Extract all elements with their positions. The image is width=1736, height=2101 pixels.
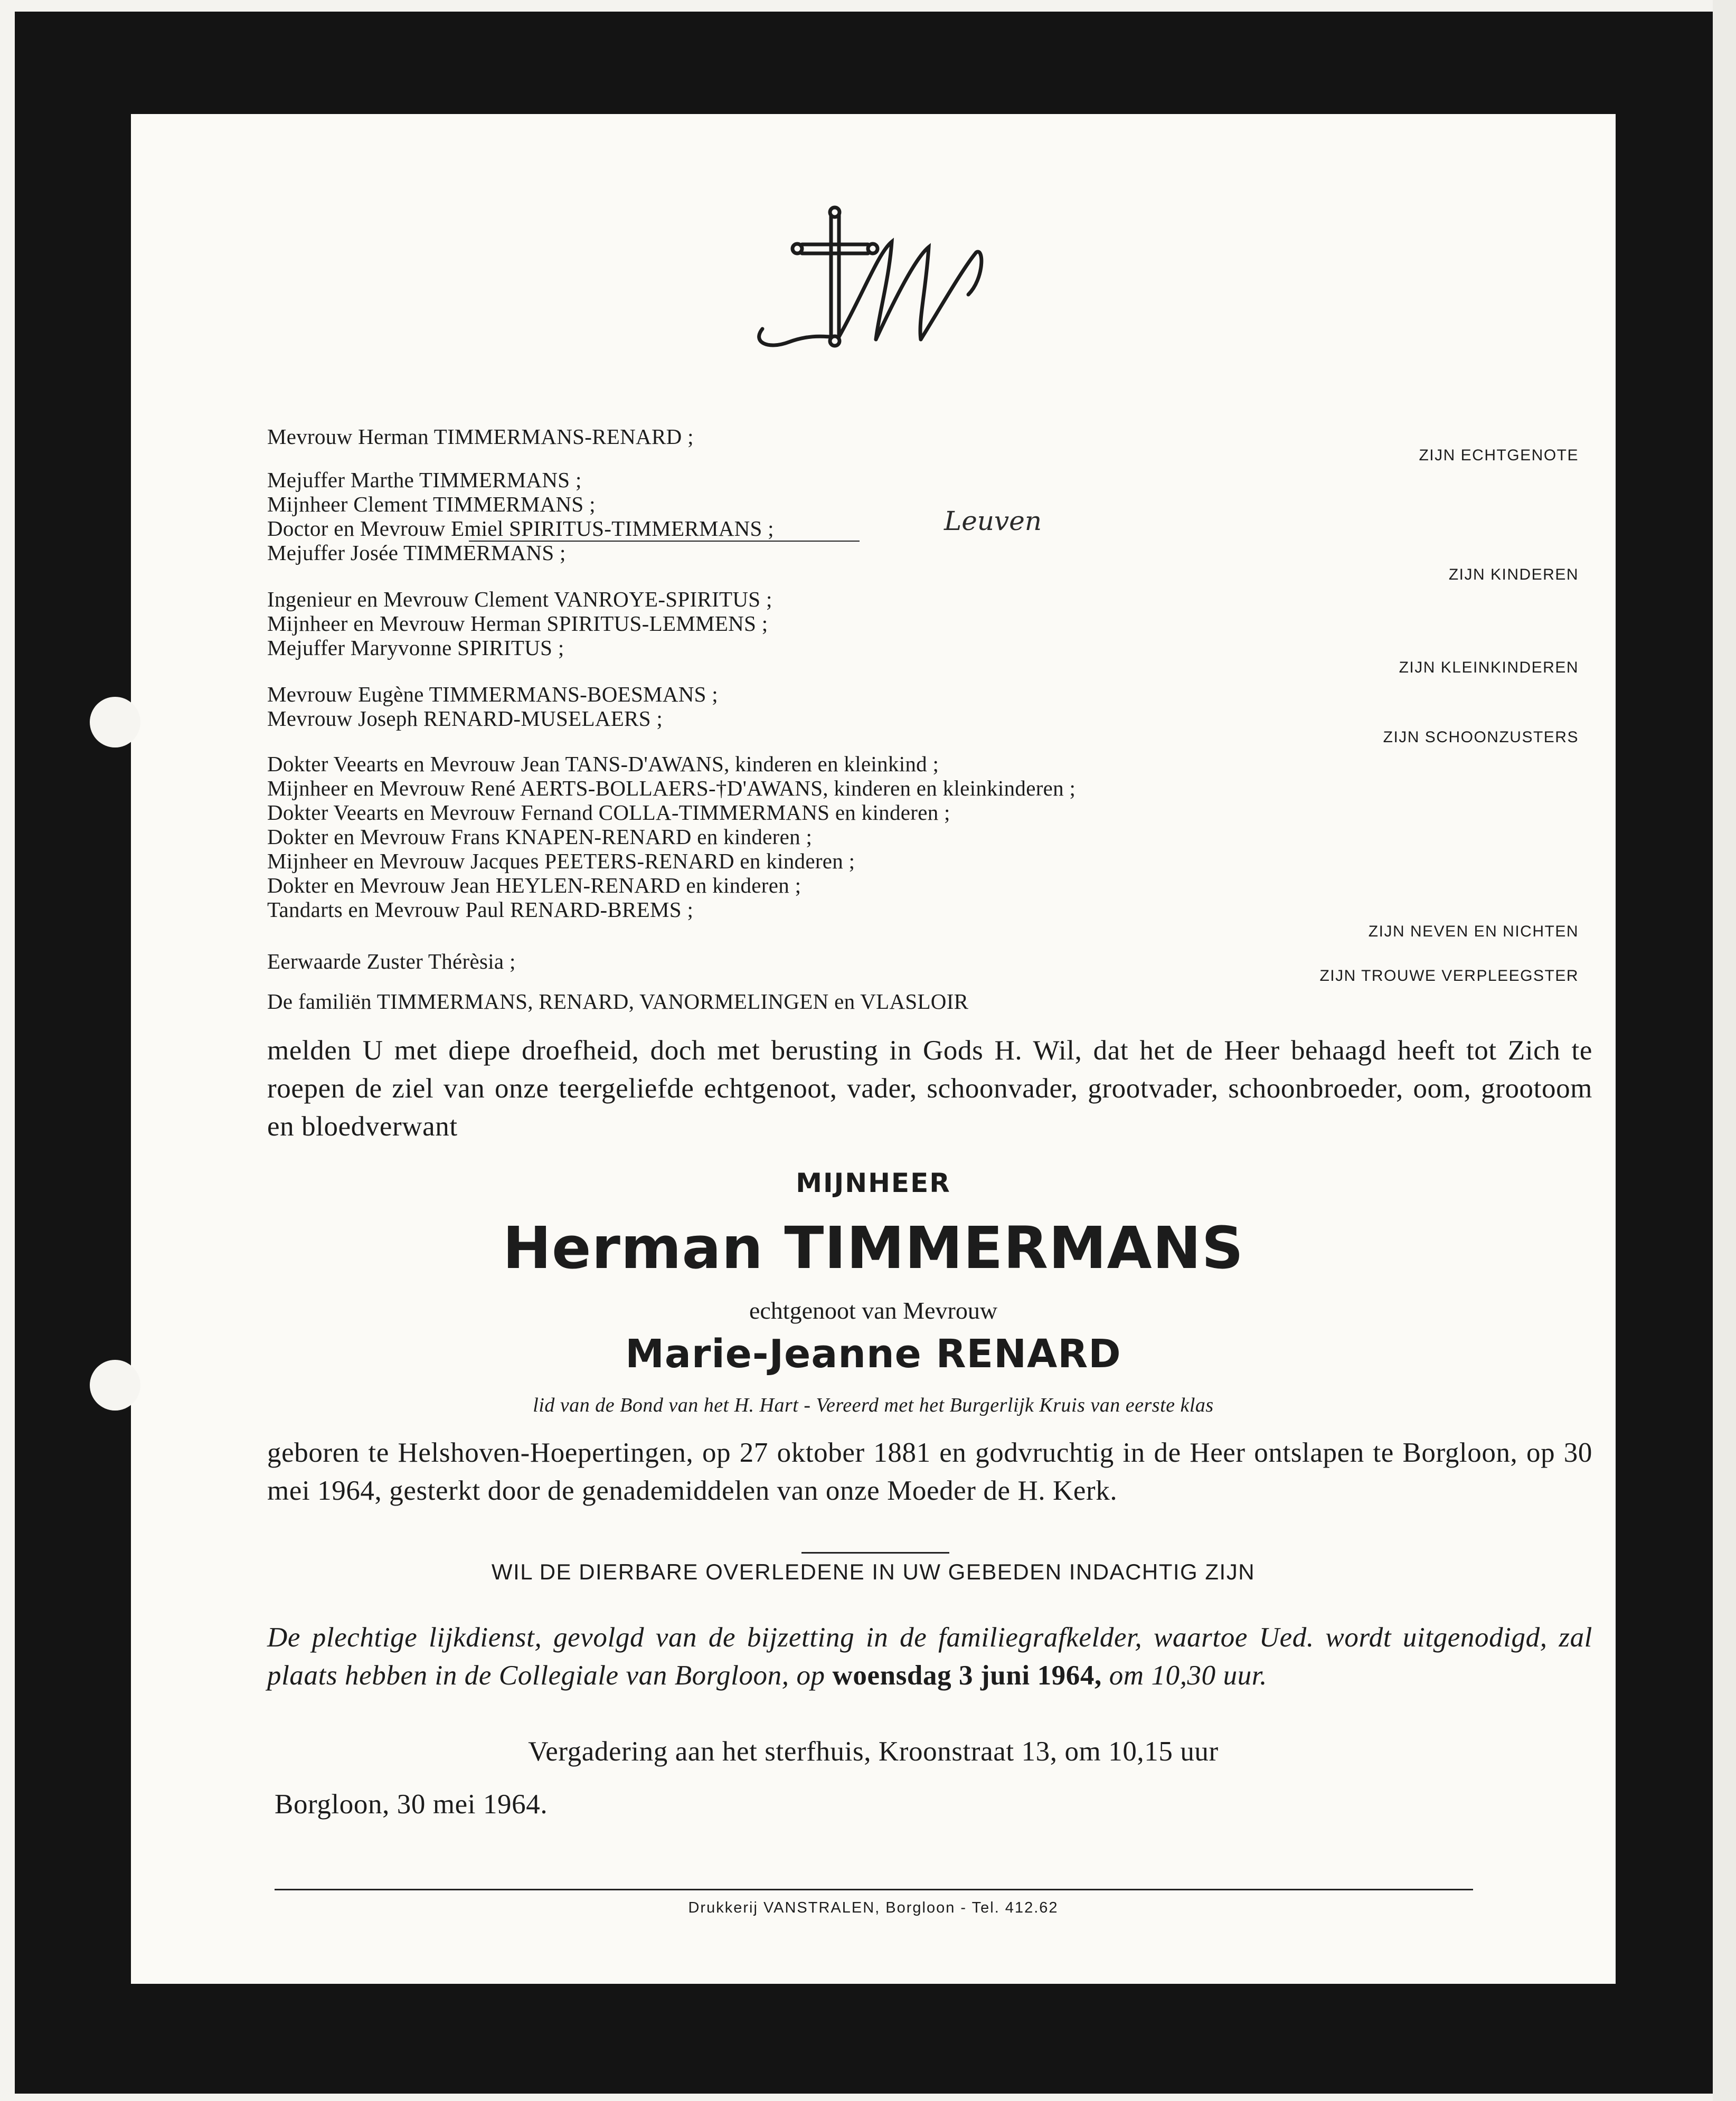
relation-label: ZIJN KINDEREN: [1448, 566, 1579, 583]
scan-edge: [1713, 0, 1736, 2101]
spouse-name: Marie-Jeanne RENARD: [625, 1331, 1121, 1377]
honours-line: lid van de Bond van het H. Hart - Vereerd met het Burgerlijk Kruis van eerste klas: [533, 1394, 1214, 1416]
funeral-time: om 10,30 uur.: [1109, 1660, 1268, 1691]
relation-label: ZIJN ECHTGENOTE: [1419, 447, 1579, 464]
family-line: Mijnheer en Mevrouw René AERTS-BOLLAERS-†D'AWANS, kinderen en kleinkinderen ;: [267, 776, 1076, 800]
funeral-date: woensdag 3 juni 1964,: [832, 1660, 1102, 1691]
birth-death-paragraph: geboren te Helshoven-Hoepertingen, op 27 oktober 1881 en godvruchtig in de Heer ontslapen te Borgloon, op 30 mei 1964, gesterkt door de genademiddelen van onze Moeder de H. Kerk.: [267, 1437, 1592, 1506]
family-line: Dokter en Mevrouw Jean HEYLEN-RENARD en kinderen ;: [267, 873, 801, 897]
divider: [801, 1552, 949, 1554]
place-date: Borgloon, 30 mei 1964.: [275, 1789, 548, 1820]
spouse-intro: echtgenoot van Mevrouw: [749, 1297, 998, 1324]
family-line: Mijnheer Clement TIMMERMANS ;: [267, 492, 596, 516]
family-line: Ingenieur en Mevrouw Clement VANROYE-SPIRITUS ;: [267, 587, 772, 611]
funeral-text: De plechtige lijkdienst, gevolgd van de bijzetting in de familiegrafkelder, waartoe Ued. wordt uitgenodigd, zal plaats hebben in de Collegiale van Borgloon, op: [267, 1622, 1592, 1691]
cross-icon: [752, 205, 995, 363]
family-line: Tandarts en Mevrouw Paul RENARD-BREMS ;: [267, 897, 694, 922]
family-line: De familiën TIMMERMANS, RENARD, VANORMELINGEN en VLASLOIR: [267, 989, 969, 1014]
family-line: Dokter Veearts en Mevrouw Jean TANS-D'AWANS, kinderen en kleinkind ;: [267, 752, 939, 776]
family-line: Mevrouw Joseph RENARD-MUSELAERS ;: [267, 706, 663, 731]
footer-rule: [275, 1889, 1473, 1890]
punch-hole: [90, 697, 140, 747]
family-line: Mevrouw Herman TIMMERMANS-RENARD ;: [267, 424, 694, 449]
deceased-title: MIJNHEER: [796, 1168, 951, 1198]
family-line: Dokter en Mevrouw Frans KNAPEN-RENARD en kinderen ;: [267, 825, 813, 849]
printer-credit: Drukkerij VANSTRALEN, Borgloon - Tel. 412.62: [688, 1899, 1059, 1916]
family-line: Mevrouw Eugène TIMMERMANS-BOESMANS ;: [267, 682, 718, 706]
deceased-name: Herman TIMMERMANS: [503, 1214, 1244, 1282]
handwritten-note: Leuven: [944, 506, 1042, 536]
relation-label: ZIJN TROUWE VERPLEEGSTER: [1319, 967, 1579, 985]
family-line: [267, 516, 774, 541]
gathering-line: Vergadering aan het sterfhuis, Kroonstraat 13, om 10,15 uur: [528, 1736, 1219, 1767]
relation-label: ZIJN NEVEN EN NICHTEN: [1368, 923, 1579, 940]
family-line: Mijnheer en Mevrouw Herman SPIRITUS-LEMMENS ;: [267, 611, 768, 636]
relation-label: ZIJN SCHOONZUSTERS: [1383, 728, 1579, 746]
death-notice-page: [131, 114, 1616, 1984]
announcement-paragraph: melden U met diepe droefheid, doch met berusting in Gods H. Wil, dat het de Heer behaagd heeft tot Zich te roepen de ziel van onze teergeliefde echtgenoot, vader, schoonvader, grootvader, schoonbroeder, oom, grootoom en bloedverwant: [267, 1035, 1592, 1142]
family-line: Mejuffer Maryvonne SPIRITUS ;: [267, 636, 564, 660]
family-line-text: Doctor en Mevrouw Emiel SPIRITUS-TIMMERMANS ;: [267, 516, 774, 541]
punch-hole: [90, 1360, 140, 1411]
family-line: Eerwaarde Zuster Thérèsia ;: [267, 949, 516, 973]
funeral-paragraph: [267, 1619, 1592, 1695]
monogram: [752, 205, 995, 363]
relation-label: ZIJN KLEINKINDEREN: [1399, 659, 1579, 676]
family-line: Dokter Veearts en Mevrouw Fernand COLLA-TIMMERMANS en kinderen ;: [267, 800, 950, 825]
family-line: Mijnheer en Mevrouw Jacques PEETERS-RENARD en kinderen ;: [267, 849, 855, 873]
family-line: Mejuffer Josée TIMMERMANS ;: [267, 541, 566, 565]
family-line: Mejuffer Marthe TIMMERMANS ;: [267, 468, 582, 492]
prayer-request: WIL DE DIERBARE OVERLEDENE IN UW GEBEDEN INDACHTIG ZIJN: [491, 1559, 1256, 1584]
